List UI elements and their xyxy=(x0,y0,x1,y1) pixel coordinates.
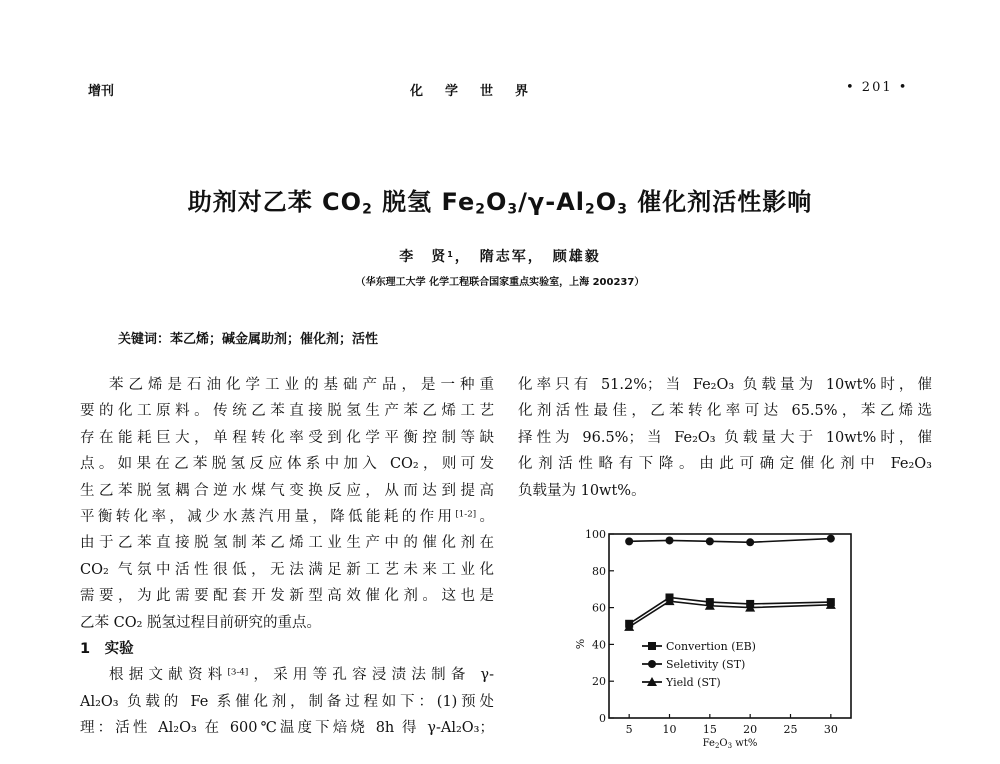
chart-canvas xyxy=(570,520,870,760)
legend-marker-square-icon xyxy=(648,642,656,650)
citation: [3-4] xyxy=(227,667,249,678)
y-tick-label: 40 xyxy=(592,638,606,652)
plot-frame xyxy=(609,534,851,718)
affiliation-mark: 1 xyxy=(447,250,455,259)
text-line: 化率只有 51.2%；当 Fe₂O₃ 负载量为 10wt%时，催 xyxy=(518,377,932,393)
author-list xyxy=(0,246,1000,266)
keywords-terms: 苯乙烯；碱金属助剂；催化剂；活性 xyxy=(170,332,379,347)
text-line: 平衡转化率，减少水蒸汽用量，降低能耗的作用[1-2]。 xyxy=(80,508,494,525)
y-tick-label: 80 xyxy=(592,564,606,578)
legend-label: Seletivity (ST) xyxy=(666,658,746,671)
y-tick-label: 0 xyxy=(599,712,606,725)
co-authors: ， 隋志军， 顾雄毅 xyxy=(454,249,601,265)
y-tick-label: 20 xyxy=(592,675,606,689)
x-axis-label: $Fe_2O_3$ wt% xyxy=(702,738,758,750)
legend-label: Convertion (EB) xyxy=(666,640,756,653)
text-line: 乙苯 CO₂ 脱氢过程目前研究的重点。 xyxy=(80,614,322,631)
affiliation: （华东理工大学 化学工程联合国家重点实验室，上海 200237） xyxy=(355,277,645,288)
data-point-circle xyxy=(666,536,674,544)
author-name: 李 贤 xyxy=(399,249,448,265)
text-line: 生乙苯脱氢耦合逆水煤气变换反应，从而达到提高 xyxy=(80,482,494,499)
right-text-column xyxy=(518,372,932,504)
text-line: 根据文献资料[3-4]，采用等孔容浸渍法制备 γ- xyxy=(109,667,494,684)
data-point-circle xyxy=(827,535,835,543)
text-line: 负载量为 10wt%。 xyxy=(518,482,646,499)
text-line: 择性为 96.5%；当 Fe₂O₃ 负载量大于 10wt%时，催 xyxy=(518,429,932,446)
y-tick-label: 60 xyxy=(592,601,606,615)
text-line: 要的化工原料。传统乙苯直接脱氢生产苯乙烯工艺 xyxy=(80,403,494,420)
keywords xyxy=(118,328,378,347)
series-line xyxy=(629,539,831,543)
series-line xyxy=(629,597,831,623)
citation: [1-2] xyxy=(455,509,477,520)
text-line: 化剂活性略有下降。由此可确定催化剂中 Fe₂O₃ xyxy=(518,456,932,473)
section-heading: 1 实验 xyxy=(80,640,134,657)
text-line: 由于乙苯直接脱氢制苯乙烯工业生产中的催化剂在 xyxy=(80,535,494,552)
paper-title: 助剂对乙苯 $CO_2$ 脱氢 $Fe_2O_3/\gamma-Al_2O_3$ 催化剂活性影响 xyxy=(187,188,813,218)
keywords-label: 关键词： xyxy=(118,332,171,347)
x-tick-label: 10 xyxy=(662,723,677,736)
text-line: 点。如果在乙苯脱氢反应体系中加入 CO₂，则可发 xyxy=(80,456,494,473)
text-line: CO₂ 气氛中活性很低，无法满足新工艺未来工业化 xyxy=(80,561,494,578)
x-tick-label: 25 xyxy=(783,723,798,736)
line-chart xyxy=(570,520,870,760)
data-point-circle xyxy=(625,537,633,545)
text-line: 存在能耗巨大，单程转化率受到化学平衡控制等缺 xyxy=(80,429,494,446)
text-line: 苯乙烯是石油化学工业的基础产品，是一种重 xyxy=(109,377,494,393)
text-line: 需要，为此需要配套开发新型高效催化剂。这也是 xyxy=(80,588,494,605)
x-tick-label: 15 xyxy=(702,723,717,736)
y-axis-label: % xyxy=(574,638,587,650)
x-tick-label: 30 xyxy=(823,723,838,736)
journal-name: 化学世界 xyxy=(410,84,551,99)
text-line: Al₂O₃ 负载的 Fe 系催化剂，制备过程如下：(1)预处 xyxy=(80,693,494,710)
text-line: 理：活性 Al₂O₃ 在 600℃温度下焙烧 8h 得 γ-Al₂O₃； xyxy=(80,720,494,737)
legend-label: Yield (ST) xyxy=(666,676,721,689)
y-tick-label: 100 xyxy=(585,528,606,541)
text-line: 化剂活性最佳，乙苯转化率可达 65.5%，苯乙烯选 xyxy=(518,403,932,420)
data-point-circle xyxy=(706,537,714,545)
journal-issue-label: 增刊 xyxy=(88,84,115,99)
page-number: • 201 • xyxy=(846,80,909,95)
left-text-column xyxy=(80,372,494,741)
series-line xyxy=(629,601,831,627)
data-point-circle xyxy=(746,538,754,546)
x-tick-label: 5 xyxy=(625,723,633,736)
legend-marker-circle-icon xyxy=(648,660,656,668)
x-tick-label: 20 xyxy=(743,723,758,736)
